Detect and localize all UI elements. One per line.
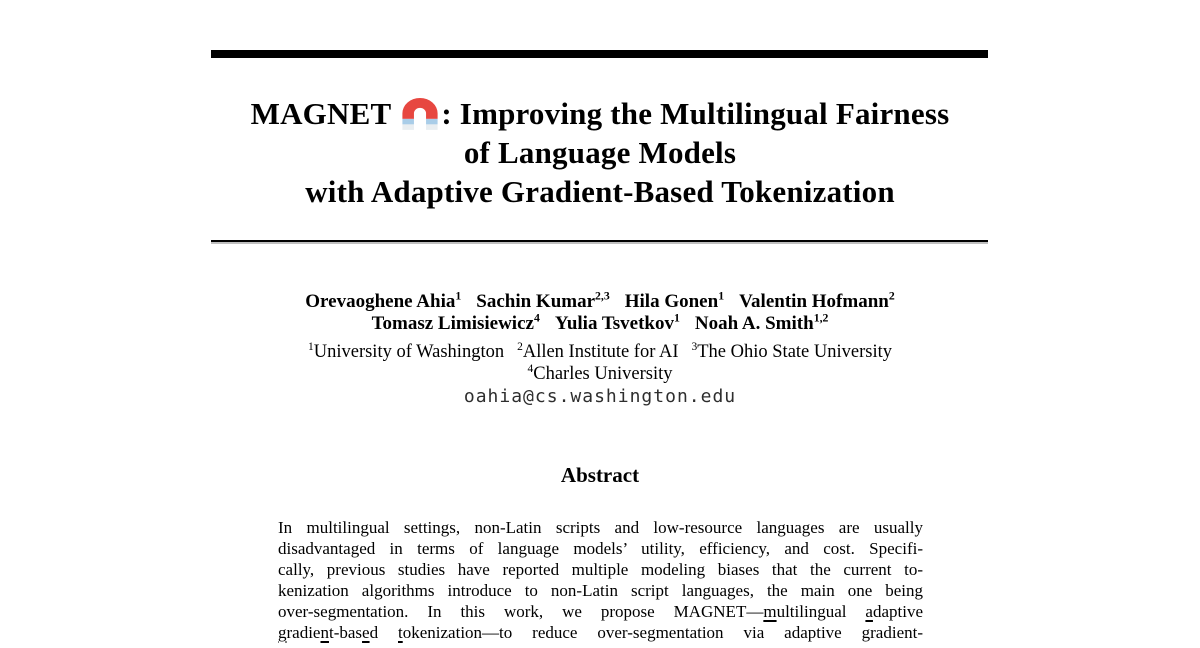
title-text-post: : Improving the Multilingual Fairness xyxy=(441,96,950,131)
abstract-text: over-segmentation. In this work, we propose MAGNET— xyxy=(278,602,764,621)
abstract-line: kenization algorithms introduce to non-Latin script languages, the main one being xyxy=(278,581,923,600)
author xyxy=(625,291,724,313)
abstract-line: disadvantaged in terms of language models’ utility, efficiency, and cost. Specifi- xyxy=(278,539,923,558)
affiliation xyxy=(528,363,673,385)
abstract-line xyxy=(278,601,923,622)
abstract-body xyxy=(278,517,923,643)
abstract-line xyxy=(278,622,923,643)
title-line-3: with Adaptive Gradient-Based Tokenization xyxy=(305,174,895,209)
affiliation xyxy=(308,341,504,363)
abstract-underlined-letter: g xyxy=(278,623,287,642)
author-name: Valentin Hofmann xyxy=(739,291,889,312)
abstract-text: t-bas xyxy=(328,623,363,642)
affiliation-sup: 4 xyxy=(527,362,534,375)
author-name: Hila Gonen xyxy=(624,291,719,312)
affiliation-row-2 xyxy=(0,363,1200,385)
author-row-2 xyxy=(0,313,1200,335)
author-affiliation-sup: 4 xyxy=(533,311,540,325)
author xyxy=(372,313,540,335)
affiliation xyxy=(517,341,678,363)
affiliation-name: University of Washington xyxy=(313,342,505,362)
abstract-underlined-letter: e xyxy=(362,623,370,642)
abstract-text: d xyxy=(369,623,398,642)
title-text-pre: MAGNET xyxy=(250,96,392,131)
abstract-text: radie xyxy=(286,623,321,642)
author-affiliation-sup: 1,2 xyxy=(813,311,829,325)
author xyxy=(555,313,680,335)
author-name: Yulia Tsvetkov xyxy=(554,313,675,334)
magnet-icon xyxy=(400,98,440,131)
author-name: Tomasz Limisiewicz xyxy=(371,313,534,334)
affiliation-name: Charles University xyxy=(533,364,673,384)
author-name: Orevaoghene Ahia xyxy=(305,291,456,312)
author-affiliation-sup: 1 xyxy=(718,289,725,303)
top-rule xyxy=(211,50,988,58)
abstract-underlined-letter: m xyxy=(763,602,777,621)
author-row-1 xyxy=(0,291,1200,313)
affiliation-sup: 1 xyxy=(308,340,314,353)
author-affiliation-sup: 1 xyxy=(674,311,680,325)
abstract-text: okenization—to reduce over-segmentation via adaptive gradient- xyxy=(402,623,924,642)
abstract-line: cally, previous studies have reported multiple modeling biases that the current to- xyxy=(278,560,923,579)
title-line-1 xyxy=(0,94,1200,133)
author xyxy=(739,291,895,313)
affiliation-name: The Ohio State University xyxy=(697,342,892,362)
contact-email: oahia@cs.washington.edu xyxy=(463,386,737,407)
abstract-underlined-letter: n xyxy=(320,623,329,642)
abstract-text: ultilingual xyxy=(776,602,866,621)
title-separator-rule xyxy=(211,240,988,242)
author-affiliation-sup: 1 xyxy=(455,289,462,303)
affiliation xyxy=(692,341,892,363)
affiliation-sup: 2 xyxy=(517,340,523,353)
author-name: Noah A. Smith xyxy=(694,313,814,334)
affiliation-row-1 xyxy=(0,341,1200,363)
affiliation-name: Allen Institute for AI xyxy=(522,342,679,362)
affiliation-block xyxy=(0,341,1200,385)
title-line-2: of Language Models xyxy=(463,135,737,170)
abstract-underlined-letter: a xyxy=(865,602,873,621)
author-affiliation-sup: 2 xyxy=(888,289,895,303)
abstract-underlined-letter: t xyxy=(398,623,403,642)
author xyxy=(695,313,829,335)
author-affiliation-sup: 2,3 xyxy=(595,289,610,303)
abstract-line: In multilingual settings, non-Latin scripts and low-resource languages are usually xyxy=(278,518,923,537)
author xyxy=(476,291,610,313)
abstract-text: daptive xyxy=(872,602,923,621)
author xyxy=(305,291,461,313)
author-name: Sachin Kumar xyxy=(476,291,596,312)
paper-title xyxy=(0,94,1200,211)
affiliation-sup: 3 xyxy=(691,340,698,353)
author-block xyxy=(0,291,1200,335)
abstract-heading: Abstract xyxy=(560,463,640,487)
